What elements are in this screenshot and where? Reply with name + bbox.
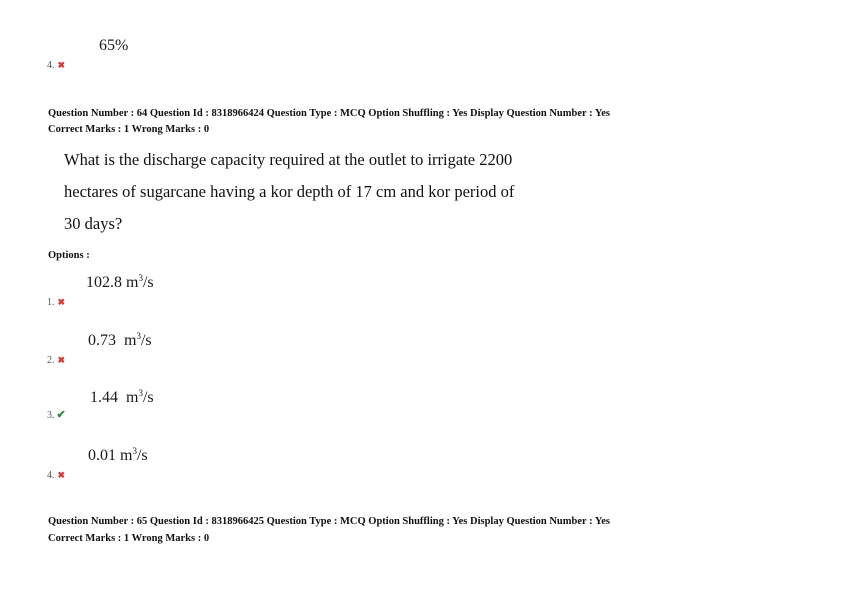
- option-1-sup: 3: [138, 273, 143, 283]
- option-4-value: 0.01 m: [88, 447, 133, 464]
- q65-meta-line1: Question Number : 65 Question Id : 8318966425 Question Type : MCQ Option Shuffling : Yes Display Question Number : Yes: [48, 516, 611, 527]
- option-2-number: 2.: [47, 355, 55, 366]
- option-3-sup: 3: [138, 388, 143, 398]
- q64-question-line-3: 30 days?: [64, 214, 123, 233]
- option-3-text: [90, 389, 154, 407]
- option-1-marker: [47, 292, 65, 310]
- option-2-sup: 3: [136, 331, 141, 341]
- cross-icon: ✖: [57, 355, 66, 365]
- option-3-number: 3.: [47, 410, 55, 421]
- option-2-marker: [47, 350, 65, 368]
- q65-meta-line2: Correct Marks : 1 Wrong Marks : 0: [48, 533, 210, 544]
- cross-icon: ✖: [57, 297, 66, 307]
- cross-icon: ✖: [57, 470, 66, 480]
- cross-icon: ✖: [57, 60, 66, 70]
- option-4-unit: /s: [136, 447, 148, 464]
- check-icon: ✔: [56, 409, 66, 421]
- option-3-value: 1.44 m: [90, 389, 139, 406]
- q64-question-line-2: hectares of sugarcane having a kor depth of 17 cm and kor period of: [64, 182, 515, 201]
- prev-option-text: 65%: [99, 37, 129, 54]
- prev-option-number: 4.: [47, 60, 55, 71]
- option-1-unit: /s: [142, 274, 154, 291]
- q64-question-line-1: What is the discharge capacity required at the outlet to irrigate 2200: [64, 150, 513, 169]
- option-4-number: 4.: [47, 470, 55, 481]
- option-4-text: [88, 447, 148, 465]
- q64-meta-line1: Question Number : 64 Question Id : 8318966424 Question Type : MCQ Option Shuffling : Yes Display Question Number : Yes: [48, 108, 611, 119]
- option-1-value: 102.8 m: [86, 274, 139, 291]
- option-2-value: 0.73 m: [88, 332, 137, 349]
- option-3-marker: [47, 405, 66, 423]
- option-3-unit: /s: [142, 389, 154, 406]
- option-4-marker: [47, 465, 65, 483]
- option-2-unit: /s: [140, 332, 152, 349]
- prev-option-marker: [47, 55, 65, 73]
- option-2-text: [88, 332, 152, 350]
- q64-meta-line2: Correct Marks : 1 Wrong Marks : 0: [48, 124, 210, 135]
- option-1-text: [86, 274, 154, 292]
- option-1-number: 1.: [47, 297, 55, 308]
- option-4-sup: 3: [132, 446, 137, 456]
- options-label: Options :: [48, 250, 90, 261]
